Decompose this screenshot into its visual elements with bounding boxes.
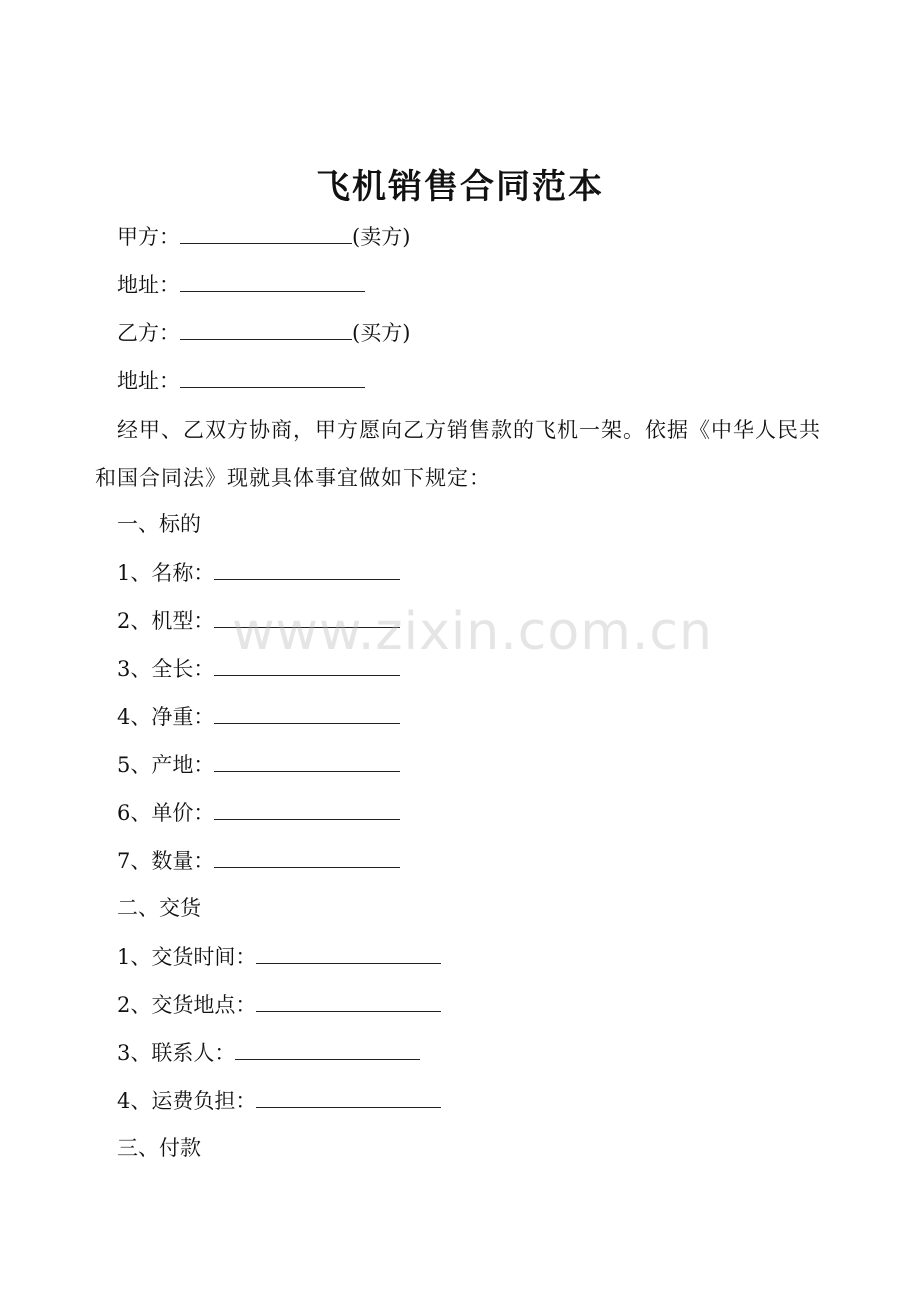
address-b-line <box>117 365 365 396</box>
address-b-blank <box>180 365 365 388</box>
item-origin-blank <box>214 749 400 772</box>
address-a-label: 地址： <box>117 273 180 297</box>
address-b-label: 地址： <box>117 369 180 393</box>
delivery-place-line <box>117 989 441 1020</box>
delivery-time-line <box>117 941 441 972</box>
item-length-line <box>117 653 400 684</box>
item-model-line <box>117 605 400 636</box>
address-a-line <box>117 269 365 300</box>
freight-blank <box>256 1085 441 1108</box>
contact-person-label: 3、联系人： <box>117 1041 236 1065</box>
item-quantity-blank <box>214 845 400 868</box>
delivery-place-label: 2、交货地点： <box>117 993 257 1017</box>
item-origin-line <box>117 749 400 780</box>
delivery-time-blank <box>256 941 441 964</box>
party-a-blank <box>180 221 352 244</box>
item-quantity-label: 7、数量： <box>117 849 215 873</box>
document-title: 飞机销售合同范本 <box>316 167 604 207</box>
item-price-line <box>117 797 400 828</box>
party-a-suffix: (卖方) <box>352 225 411 249</box>
party-a-label: 甲方： <box>117 225 180 249</box>
item-weight-line <box>117 701 400 732</box>
delivery-time-label: 1、交货时间： <box>117 945 257 969</box>
contact-person-blank <box>235 1037 420 1060</box>
item-name-line <box>117 557 400 588</box>
party-b-label: 乙方： <box>117 321 180 345</box>
item-name-blank <box>214 557 400 580</box>
item-weight-blank <box>214 701 400 724</box>
party-a-line <box>117 221 410 252</box>
item-origin-label: 5、产地： <box>117 753 215 777</box>
item-price-blank <box>214 797 400 820</box>
item-length-label: 3、全长： <box>117 657 215 681</box>
intro-paragraph: 经甲、乙双方协商，甲方愿向乙方销售款的飞机一架。依据《中华人民共和国合同法》现就具体事宜做如下规定： <box>95 418 821 490</box>
address-a-blank <box>180 269 365 292</box>
item-model-label: 2、机型： <box>117 609 215 633</box>
item-name-label: 1、名称： <box>117 561 215 585</box>
freight-line <box>117 1085 441 1116</box>
item-model-blank <box>214 605 400 628</box>
party-b-line <box>117 317 410 348</box>
party-b-suffix: (买方) <box>352 321 411 345</box>
contact-person-line <box>117 1037 420 1068</box>
watermark: www.zixin.com.cn <box>232 602 713 662</box>
party-b-blank <box>180 317 352 340</box>
delivery-place-blank <box>256 989 441 1012</box>
item-length-blank <box>214 653 400 676</box>
section-3-heading: 三、付款 <box>117 1136 201 1160</box>
section-2-heading: 二、交货 <box>117 896 201 920</box>
freight-label: 4、运费负担： <box>117 1089 257 1113</box>
item-price-label: 6、单价： <box>117 801 215 825</box>
item-quantity-line <box>117 845 400 876</box>
section-1-heading: 一、标的 <box>117 512 201 536</box>
item-weight-label: 4、净重： <box>117 705 215 729</box>
